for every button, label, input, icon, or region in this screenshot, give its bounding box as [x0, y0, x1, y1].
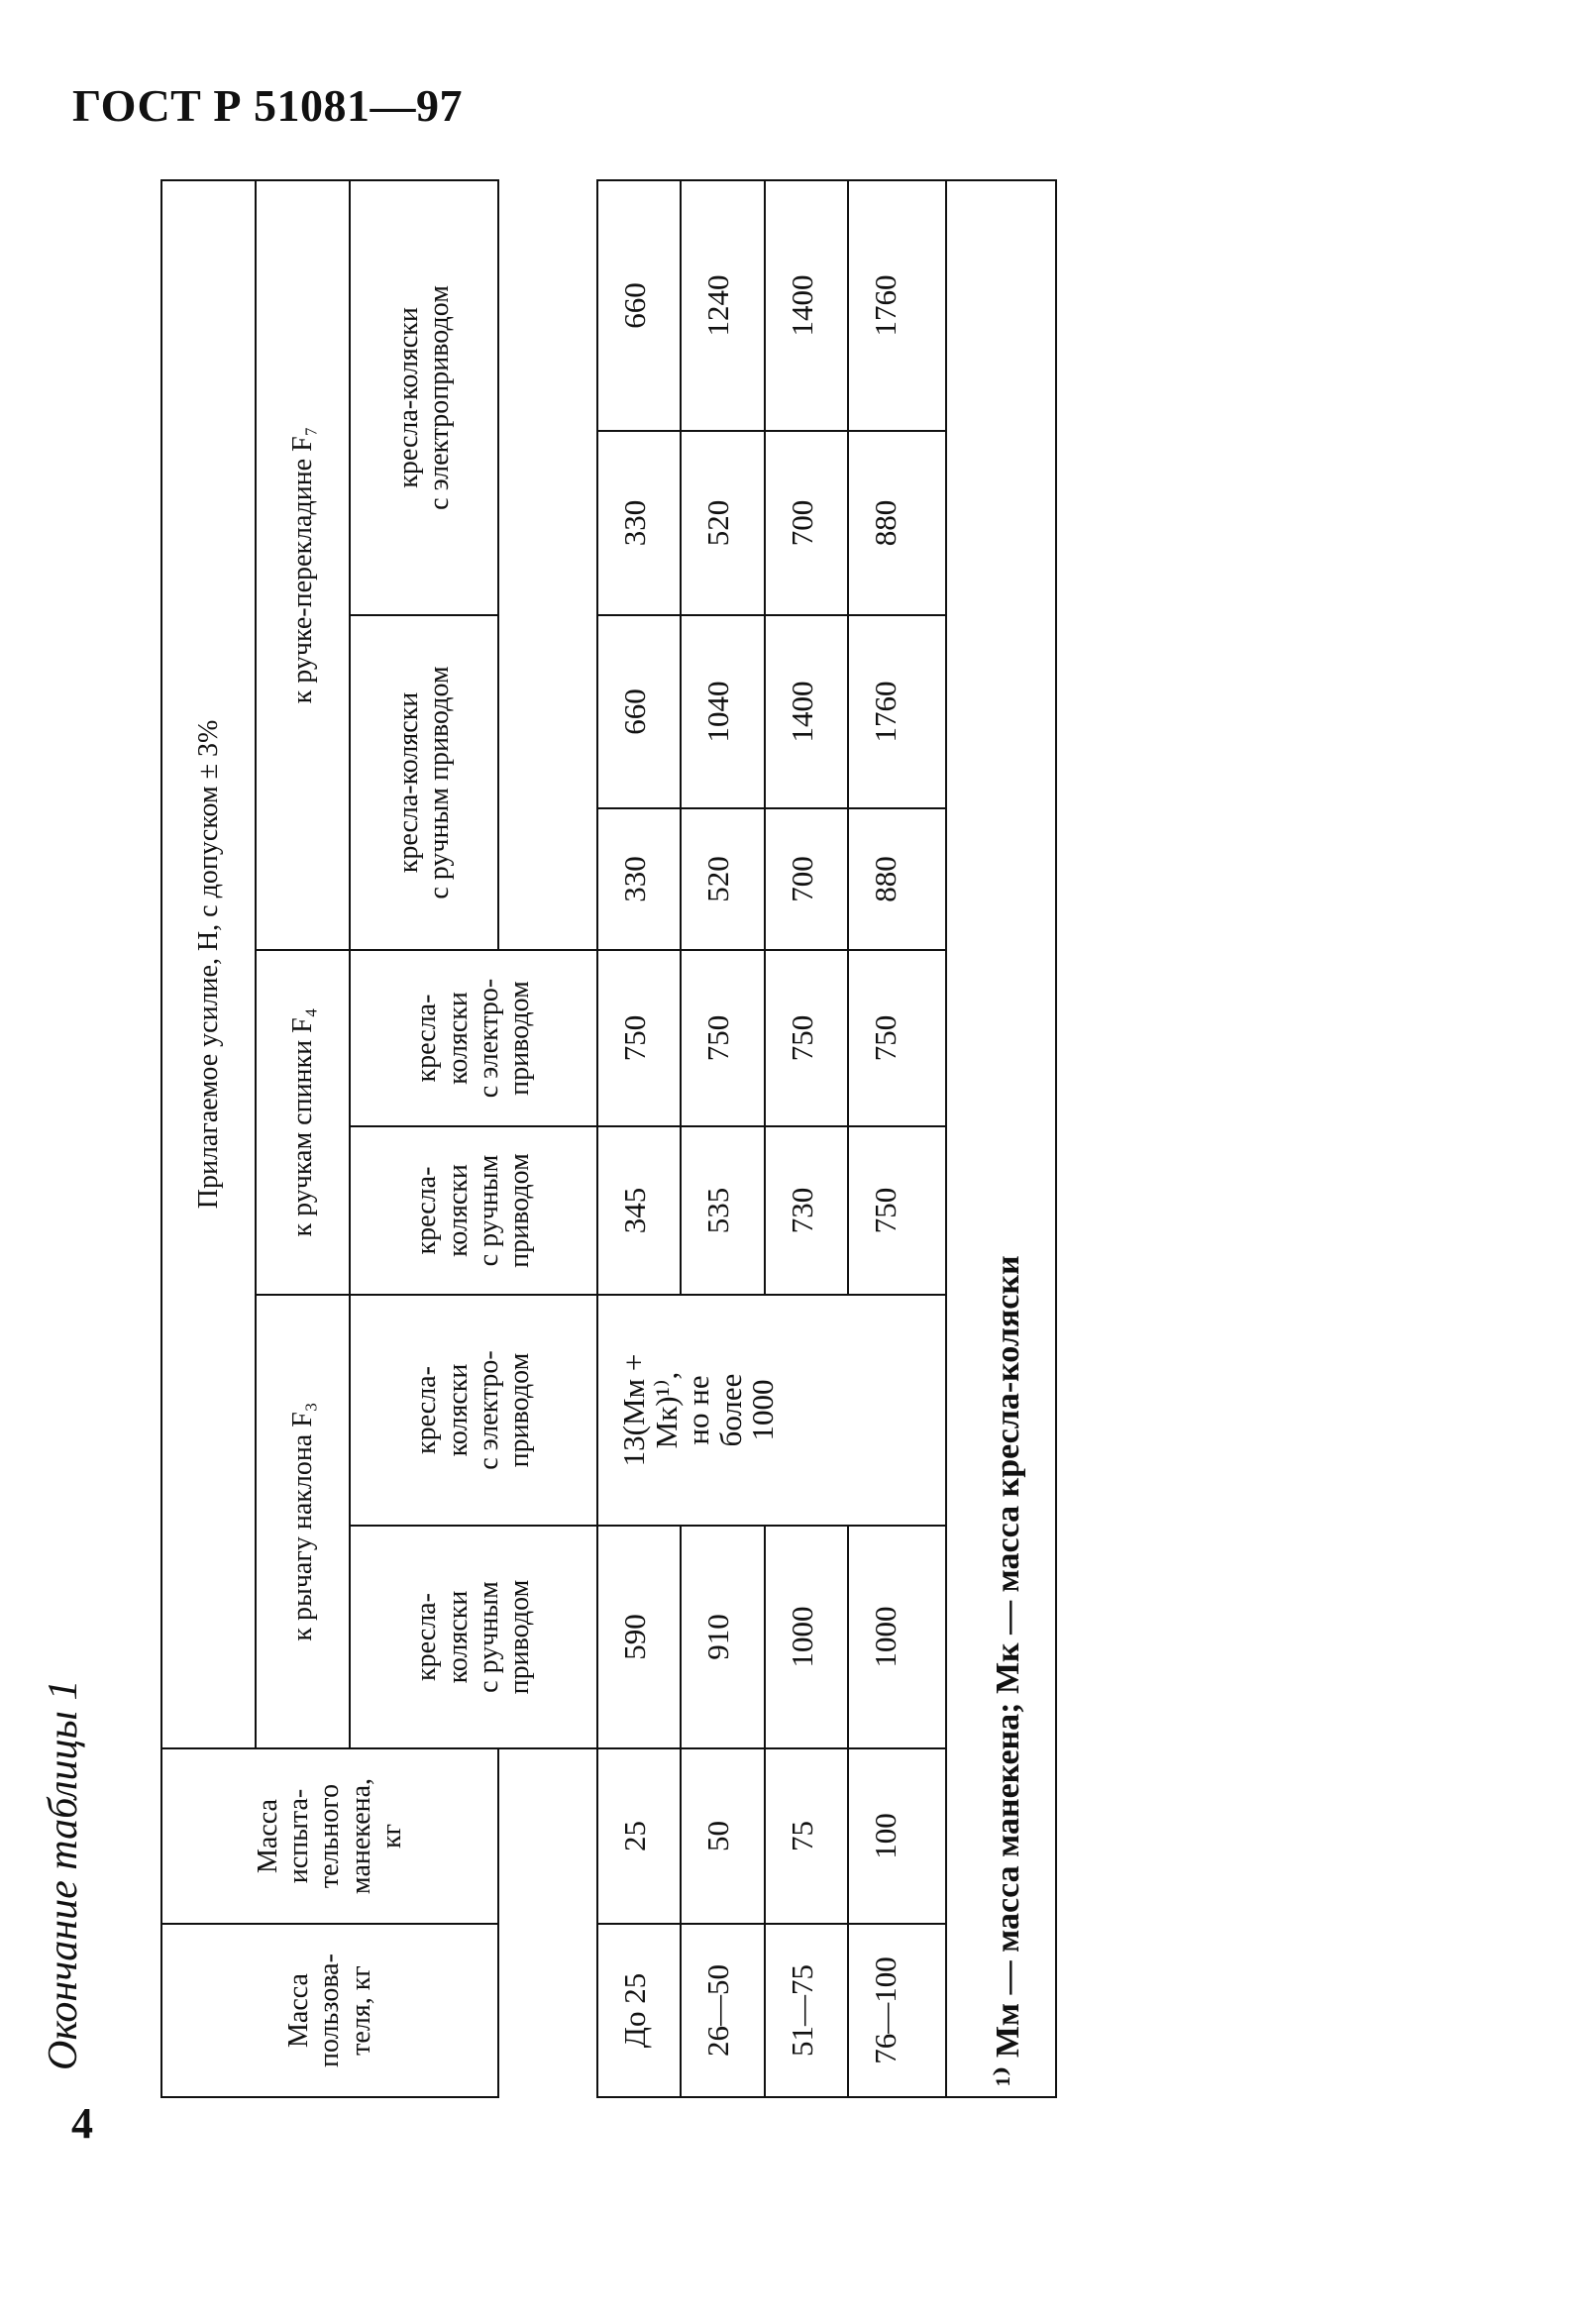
cell-f7-electric-center: 660 [597, 180, 681, 431]
cell-f4-manual: 535 [681, 1126, 764, 1295]
cell-f4-manual: 750 [848, 1126, 945, 1295]
header-f3-group: к рычагу наклона F₃ [256, 1295, 350, 1748]
header-applied-force: Прилагаемое усилие, Н, с допуском ± 3% [161, 180, 256, 1748]
cell-f7-manual-center: 1760 [848, 615, 945, 808]
table-footnote: ¹⁾ Mм — масса манекена; Mк — масса кресла-коляски [946, 180, 1056, 2097]
cell-f4-electric: 750 [681, 950, 764, 1126]
force-table [160, 179, 1057, 2098]
cell-f4-manual: 730 [765, 1126, 848, 1295]
cell-dummy-mass: 25 [597, 1748, 681, 1924]
header-f4-group: к ручкам спинки F₄ [256, 950, 350, 1295]
cell-f7-manual-center: 660 [597, 615, 681, 808]
cell-dummy-mass: 50 [681, 1748, 764, 1924]
header-user-mass: Масса пользова- теля, кг [161, 1924, 498, 2097]
cell-f7-manual-each: 700 [765, 808, 848, 950]
cell-f3-manual: 1000 [765, 1526, 848, 1748]
header-f3-manual: кресла- коляски с ручным приводом [350, 1526, 597, 1748]
cell-f7-electric-each: 520 [681, 431, 764, 615]
cell-f7-manual-center: 1040 [681, 615, 764, 808]
cell-f7-electric-each: 880 [848, 431, 945, 615]
cell-user-mass: До 25 [597, 1924, 681, 2097]
page-number: 4 [71, 2099, 93, 2148]
cell-user-mass: 26—50 [681, 1924, 764, 2097]
cell-f4-manual: 345 [597, 1126, 681, 1295]
cell-f7-electric-center: 1760 [848, 180, 945, 431]
cell-f7-electric-center: 1240 [681, 180, 764, 431]
cell-dummy-mass: 75 [765, 1748, 848, 1924]
header-f7-manual: кресла-коляски с ручным приводом [350, 615, 498, 950]
table-caption: Окончание таблицы 1 [41, 1679, 86, 2070]
cell-f7-electric-center: 1400 [765, 180, 848, 431]
cell-user-mass: 76—100 [848, 1924, 945, 2097]
header-dummy-mass: Масса испыта- тельного манекена, кг [161, 1748, 498, 1924]
header-f3-electric: кресла- коляски с электро- приводом [350, 1295, 597, 1526]
cell-f7-electric-each: 700 [765, 431, 848, 615]
cell-f3-electric-formula: 13(Mм + Mк)¹⁾, но не более 1000 [597, 1295, 946, 1526]
header-f7-group: к ручке-перекладине F₇ [256, 180, 350, 950]
cell-f7-manual-each: 880 [848, 808, 945, 950]
cell-f7-manual-each: 330 [597, 808, 681, 950]
cell-f3-manual: 910 [681, 1526, 764, 1748]
header-f4-manual: кресла- коляски с ручным приводом [350, 1126, 597, 1295]
cell-f7-manual-each: 520 [681, 808, 764, 950]
cell-f7-electric-each: 330 [597, 431, 681, 615]
cell-f3-manual: 590 [597, 1526, 681, 1748]
cell-f7-manual-center: 1400 [765, 615, 848, 808]
cell-f4-electric: 750 [765, 950, 848, 1126]
document-header: ГОСТ Р 51081—97 [72, 80, 463, 131]
header-f7-electric: кресла-коляски с электроприводом [350, 180, 498, 615]
cell-user-mass: 51—75 [765, 1924, 848, 2097]
cell-f3-manual: 1000 [848, 1526, 945, 1748]
cell-f4-electric: 750 [597, 950, 681, 1126]
cell-dummy-mass: 100 [848, 1748, 945, 1924]
header-f4-electric: кресла- коляски с электро- приводом [350, 950, 597, 1126]
cell-f4-electric: 750 [848, 950, 945, 1126]
rotated-table-container [160, 181, 1057, 2098]
